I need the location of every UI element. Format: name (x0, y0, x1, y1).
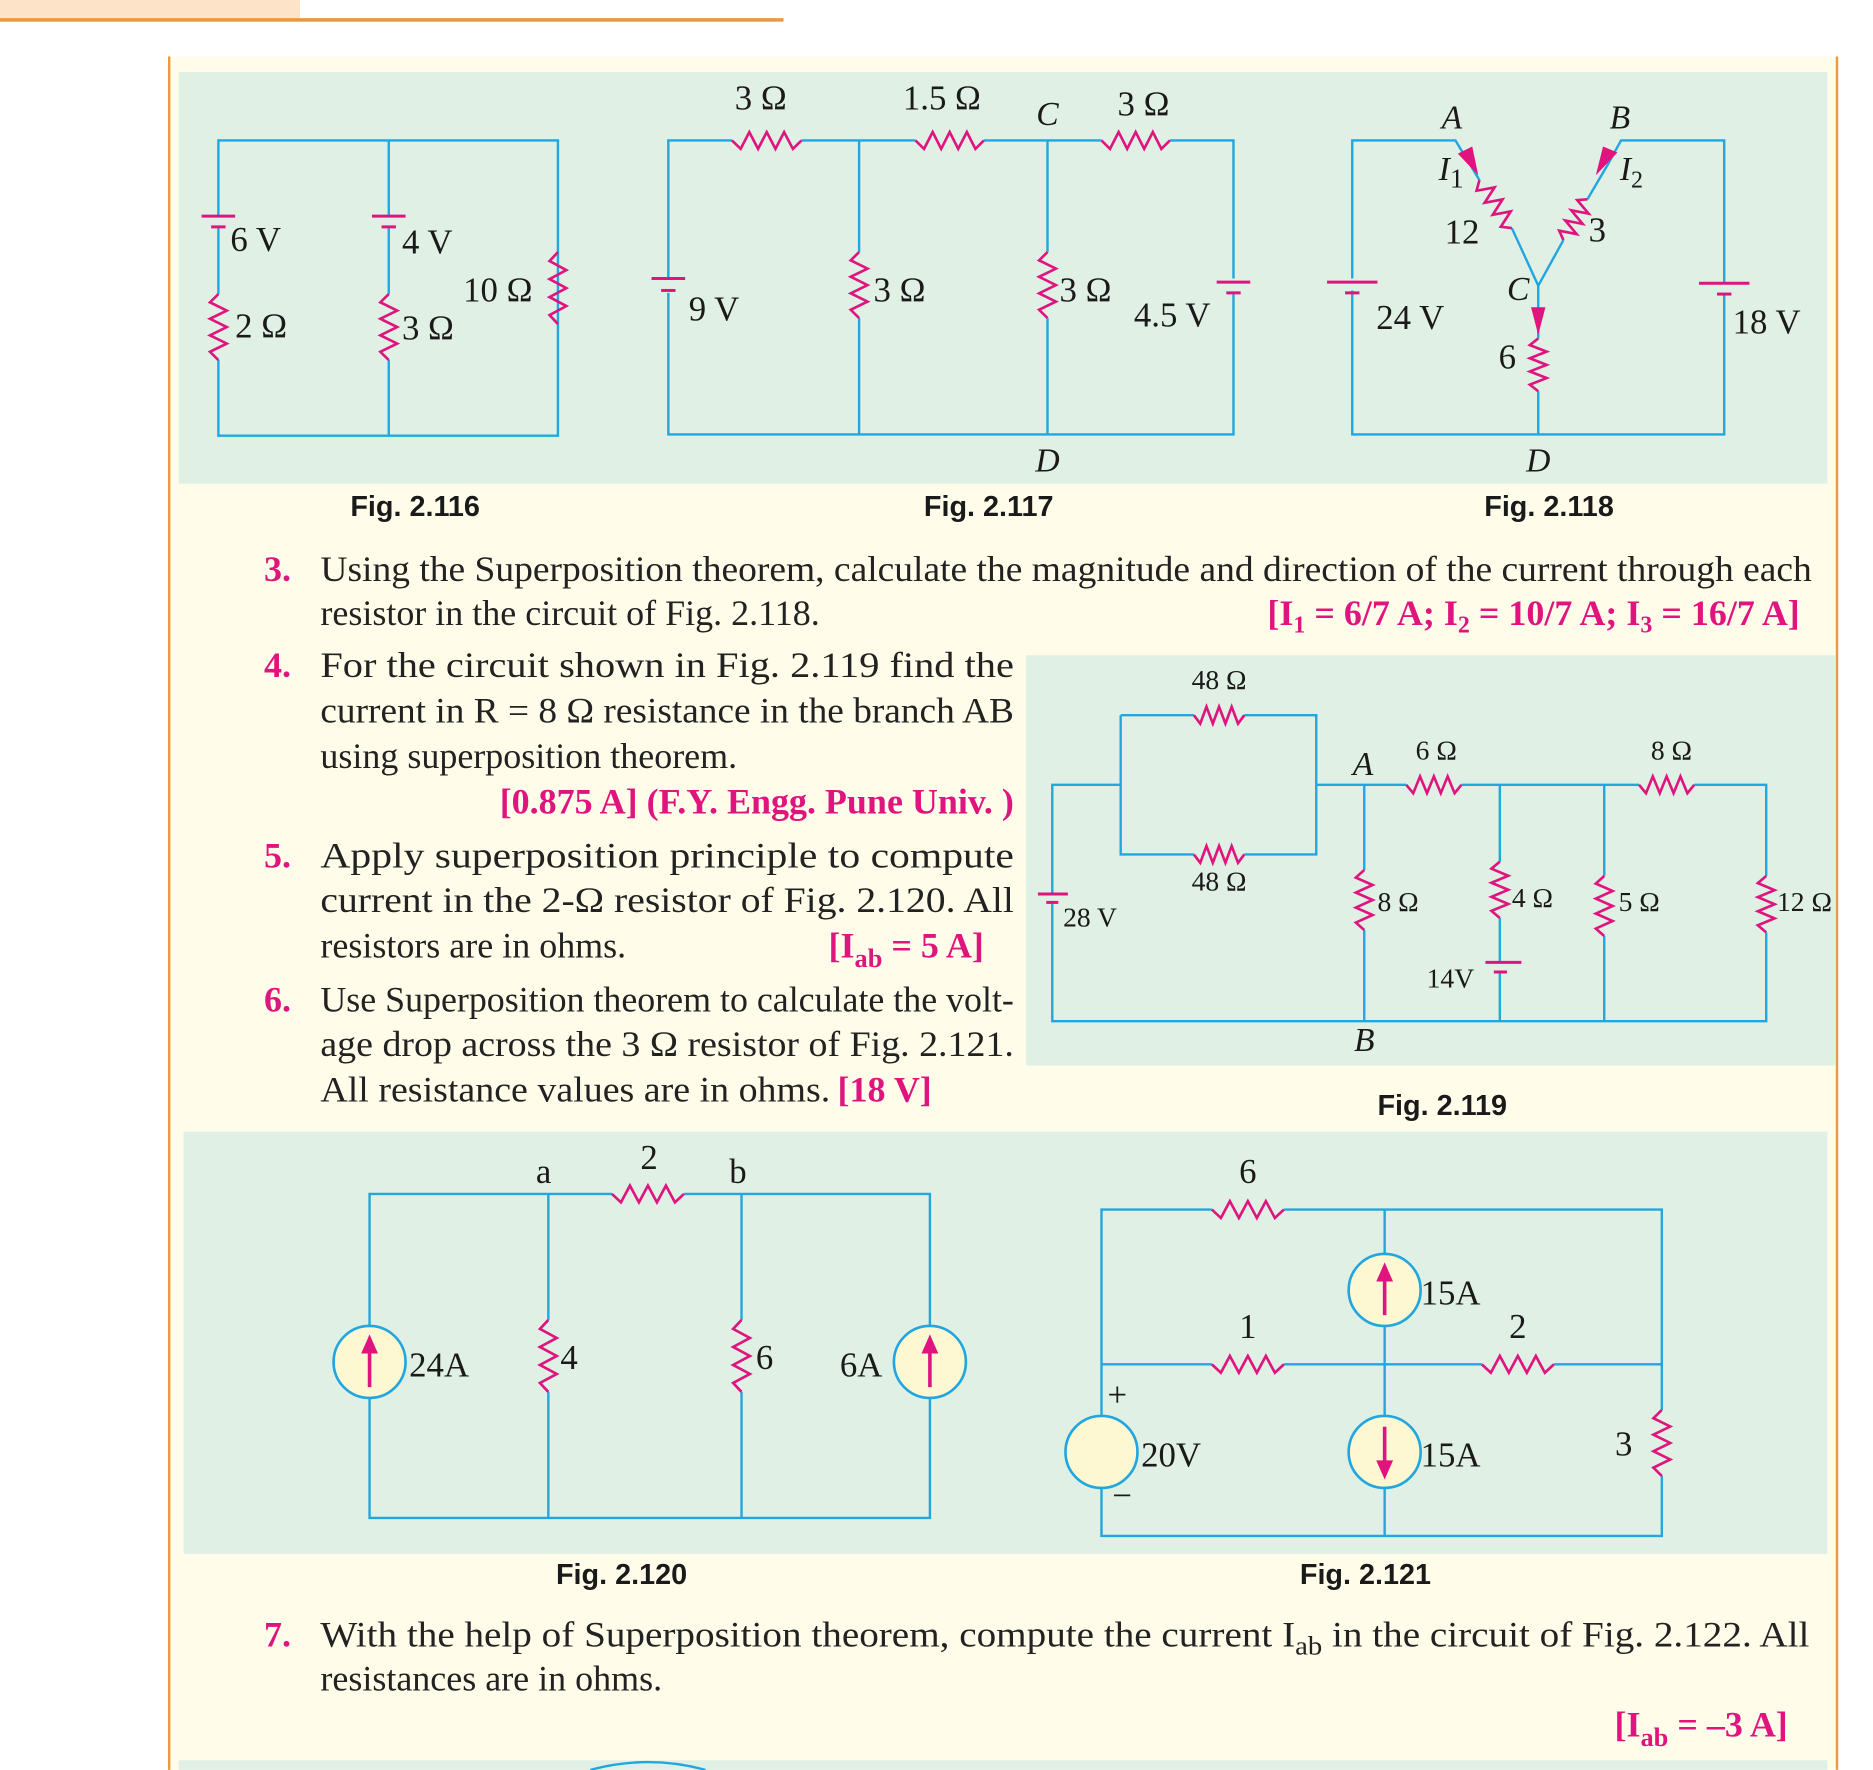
label: 6 Ω (1415, 734, 1457, 766)
label: 6 (1498, 337, 1517, 377)
figure-caption: Fig. 2.117 (923, 491, 1054, 524)
label: 4.5 V (1133, 295, 1211, 335)
label: 2 Ω (235, 306, 288, 346)
label: 15A (1420, 1273, 1481, 1313)
label: 6 (1239, 1152, 1257, 1192)
node-label: B (1353, 1022, 1375, 1060)
label: 2 (1509, 1306, 1527, 1346)
problem-text: With the help of Superposition theorem, compute the current I $_{ab}$ in the circuit of Fig. 2.122. All (320, 1614, 1771, 1661)
problem-text: current in R = 8 Ω resistance in the branch AB (320, 690, 1014, 731)
node-label: A (1352, 746, 1374, 784)
polarity-plus: + (1107, 1375, 1128, 1415)
label: 12 (1444, 212, 1480, 252)
label: 4 V (401, 222, 453, 262)
current-source-6a (894, 1326, 966, 1398)
problem-6 (264, 980, 1014, 1110)
header-tab (0, 0, 300, 18)
problem-text: Using the Superposition theorem, calculate the magnitude and direction of the current through each (320, 548, 1812, 589)
figure-panel-next (179, 1760, 1828, 1770)
node-label: B (1609, 99, 1631, 137)
problem-answer: [$I_{ab} = -3$ A] (1614, 1704, 1788, 1752)
label: 3 (1588, 210, 1607, 250)
label: 3 Ω (1117, 84, 1170, 124)
label: 28 V (1063, 901, 1117, 933)
label: 6 V (230, 219, 281, 259)
figure-caption: Fig. 2.118 (1484, 491, 1614, 524)
figure-caption: Fig. 2.121 (1299, 1558, 1432, 1591)
problem-number: 5. (263, 835, 291, 876)
label: 3 Ω (873, 270, 926, 310)
node-label: C (1507, 271, 1530, 309)
label: 10 Ω (463, 270, 533, 310)
problem-text: using superposition theorem. (320, 736, 738, 777)
problem-number: 4. (263, 644, 291, 685)
label: 14V (1426, 962, 1475, 994)
label: 6 (755, 1338, 774, 1378)
label: 24A (409, 1345, 470, 1385)
label: 4 (560, 1338, 578, 1378)
problem-text: resistances are in ohms. (320, 1658, 663, 1699)
problem-text: All resistance values are in ohms. (320, 1069, 831, 1110)
label: 8 Ω (1650, 734, 1693, 766)
problem-text: Use Superposition theorem to calculate the volt- (320, 979, 1014, 1020)
label: 8 Ω (1377, 885, 1419, 917)
node-label: A (1441, 99, 1463, 137)
label: 48 Ω (1191, 865, 1247, 897)
problem-answer: [$I_{ab} = 5$ A] (828, 925, 984, 974)
label: 18 V (1732, 302, 1801, 342)
label: 12 Ω (1777, 885, 1832, 917)
label: 9 V (688, 289, 740, 329)
node-label: D (1035, 442, 1060, 480)
label: 4 Ω (1511, 882, 1554, 914)
problem-text: resistor in the circuit of Fig. 2.118. (320, 593, 820, 634)
label-i2: $I_2$ (1619, 151, 1644, 194)
problem-number: 7. (263, 1614, 291, 1655)
label: 48 Ω (1191, 663, 1247, 695)
problem-text: age drop across the 3 Ω resistor of Fig. 2.121. (320, 1023, 1014, 1064)
problem-answer: [18 V] (837, 1069, 932, 1110)
label: 5 Ω (1618, 885, 1660, 917)
label: 6A (839, 1345, 883, 1385)
problem-text: current in the 2-Ω resistor of Fig. 2.120. All (320, 879, 1014, 920)
label: 3 Ω (1059, 270, 1112, 310)
problem-answer: [0.875 A] (F.Y. Engg. Pune Univ. ) (499, 781, 1014, 822)
problem-number: 3. (263, 548, 291, 589)
current-source-24a (334, 1326, 406, 1398)
label-i1: $I_1$ (1438, 151, 1464, 194)
label: 2 (640, 1137, 658, 1177)
label: 20V (1141, 1435, 1201, 1475)
label: 3 Ω (401, 308, 454, 348)
label: 24 V (1376, 297, 1445, 337)
label: 1.5 Ω (902, 78, 981, 118)
header-rule (0, 18, 784, 22)
polarity-minus: − (1112, 1476, 1132, 1516)
figure-panel-top (179, 72, 1828, 484)
current-source-15a-down (1349, 1416, 1421, 1488)
node-label: b (729, 1152, 747, 1192)
figure-caption: Fig. 2.120 (555, 1558, 688, 1591)
label: 1 (1239, 1306, 1257, 1346)
problem-text: Apply superposition principle to compute (320, 835, 1014, 876)
node-label: C (1036, 95, 1059, 133)
figure-caption: Fig. 2.116 (350, 491, 480, 524)
label: 3 (1615, 1424, 1633, 1464)
problem-number: 6. (263, 979, 291, 1020)
label: 15A (1420, 1435, 1481, 1475)
figure-panel-119 (1026, 655, 1836, 1065)
node-label: D (1526, 442, 1551, 480)
figure-caption: Fig. 2.119 (1377, 1089, 1508, 1122)
problem-text: resistors are in ohms. (320, 925, 627, 966)
label: 3 Ω (734, 78, 787, 118)
problem-answer: [$I_1 = 6/7$ A; $I_2 = 10/7$ A; $I_3 = 16/7$ A] (1267, 593, 1800, 639)
problem-text: For the circuit shown in Fig. 2.119 find the (320, 644, 1014, 685)
current-source-15a-up (1349, 1254, 1421, 1326)
node-label: a (535, 1152, 552, 1192)
